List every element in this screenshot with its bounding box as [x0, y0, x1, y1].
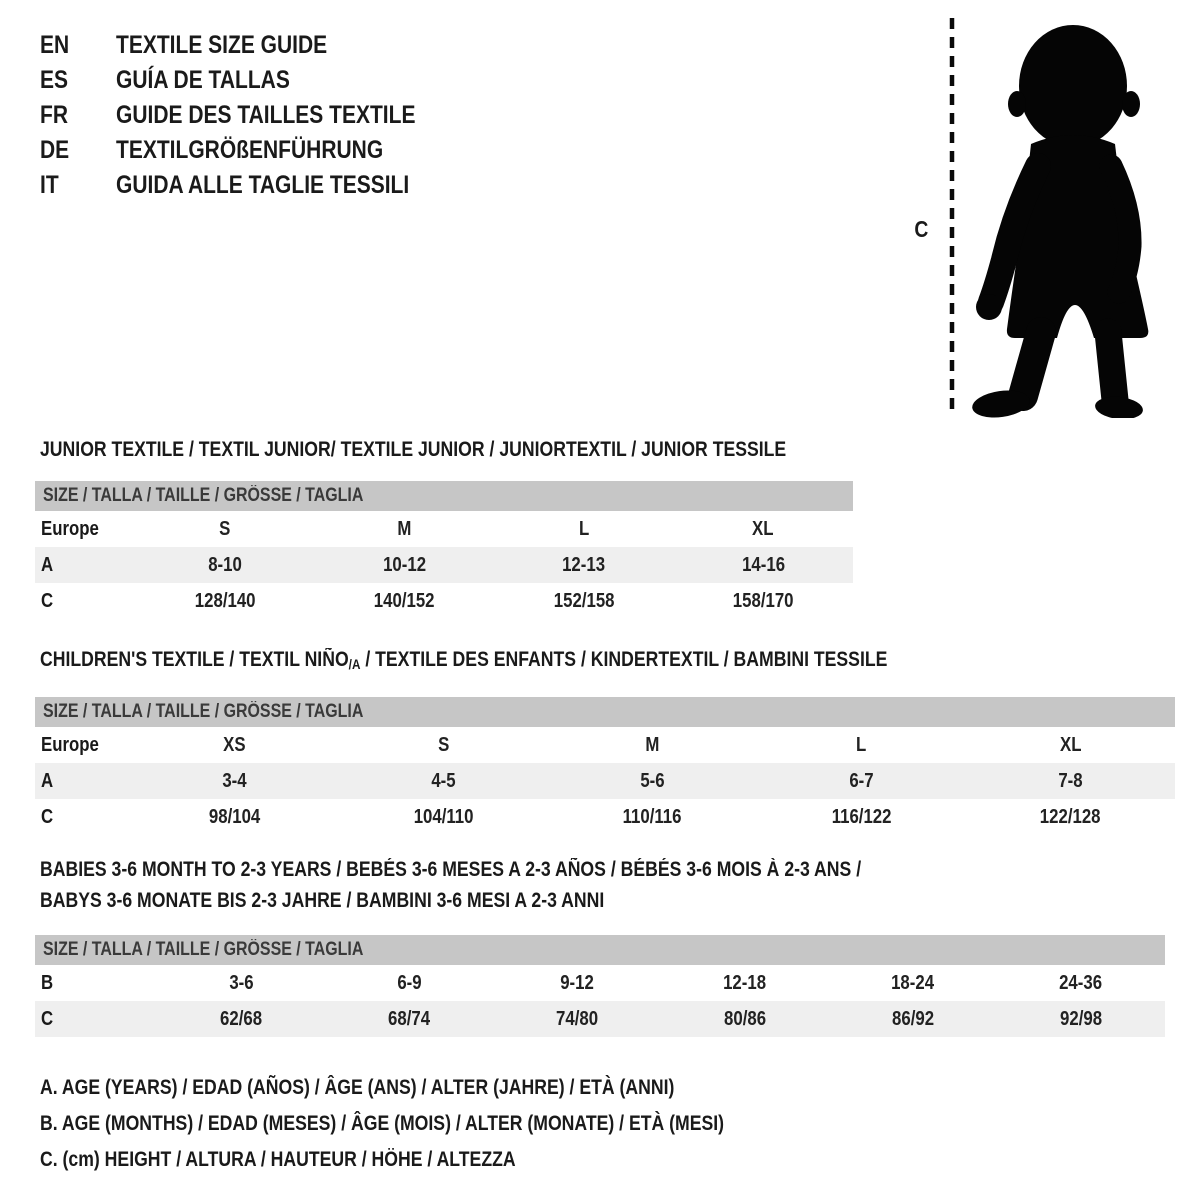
language-title: GUIDE DES TAILLES TEXTILE: [116, 101, 416, 129]
footnote-c: C. (cm) HEIGHT / ALTURA / HAUTEUR / HÖHE / ALTEZZA: [40, 1148, 516, 1171]
row-label: C: [41, 1007, 54, 1030]
age-cell: 24-36: [1059, 971, 1103, 994]
language-title: GUIDA ALLE TAGLIE TESSILI: [116, 171, 410, 199]
height-cell: 92/98: [1059, 1007, 1103, 1030]
height-cell: 140/152: [373, 589, 435, 612]
size-cell: S: [437, 733, 450, 756]
table-row: [35, 965, 1165, 1001]
language-row: [40, 168, 473, 203]
age-cell: 3-6: [228, 971, 254, 994]
row-label: C: [41, 805, 54, 828]
height-cell: 122/128: [1040, 805, 1101, 828]
height-cell: 62/68: [219, 1007, 263, 1030]
table-row: [35, 583, 853, 619]
size-cell: L: [856, 733, 867, 756]
row-label: A: [41, 553, 54, 576]
language-code: IT: [40, 171, 59, 199]
babies-size-table: [35, 935, 1165, 1037]
row-label: A: [41, 769, 54, 792]
size-cell: M: [645, 733, 660, 756]
toddler-silhouette-icon: [905, 8, 1175, 418]
age-cell: 12-18: [723, 971, 767, 994]
age-cell: 5-6: [640, 769, 665, 792]
age-cell: 7-8: [1058, 769, 1083, 792]
footnote-b: B. AGE (MONTHS) / EDAD (MESES) / ÂGE (MOIS) / ALTER (MONATE) / ETÀ (MESI): [40, 1112, 725, 1135]
row-label: B: [41, 971, 54, 994]
height-measure-figure: [905, 8, 1175, 418]
height-cell: 80/86: [723, 1007, 767, 1030]
section-heading-children: CHILDREN'S TEXTILE / TEXTIL NIÑO/A / TEXTILE DES ENFANTS / KINDERTEXTIL / BAMBINI TESSILE: [40, 648, 888, 672]
junior-size-table: [35, 481, 853, 619]
height-cell: 68/74: [387, 1007, 431, 1030]
height-cell: 110/116: [623, 805, 682, 828]
row-label: Europe: [41, 517, 99, 540]
height-cell: 98/104: [208, 805, 261, 828]
section-heading-junior: JUNIOR TEXTILE / TEXTIL JUNIOR/ TEXTILE JUNIOR / JUNIORTEXTIL / JUNIOR TESSILE: [40, 438, 787, 461]
size-header-bar: SIZE / TALLA / TAILLE / GRÖSSE / TAGLIA: [35, 935, 1165, 965]
size-cell: S: [219, 517, 231, 540]
language-row: [40, 63, 473, 98]
size-cell: XL: [752, 517, 774, 540]
age-cell: 3-4: [222, 769, 247, 792]
table-row: [35, 511, 853, 547]
size-header-bar: SIZE / TALLA / TAILLE / GRÖSSE / TAGLIA: [35, 481, 853, 511]
age-cell: 9-12: [560, 971, 594, 994]
size-header-bar: SIZE / TALLA / TAILLE / GRÖSSE / TAGLIA: [35, 697, 1175, 727]
age-cell: 18-24: [891, 971, 935, 994]
height-cell: 116/122: [831, 805, 892, 828]
height-cell: 158/170: [732, 589, 794, 612]
table-row: [35, 727, 1175, 763]
size-cell: XS: [223, 733, 246, 756]
language-row: [40, 98, 473, 133]
height-cell: 104/110: [413, 805, 474, 828]
row-label: C: [41, 589, 54, 612]
height-cell: 86/92: [891, 1007, 935, 1030]
section-heading-babies: BABIES 3-6 MONTH TO 2-3 YEARS / BEBÉS 3-6 MESES A 2-3 AÑOS / BÉBÉS 3-6 MOIS À 2-3 ANS / BABYS 3-6 MONATE BIS 2-3 JAHRE / BAMBINI 3-6 MESI A 2-3 ANNI: [40, 858, 862, 912]
language-code: EN: [40, 31, 70, 59]
language-code: FR: [40, 101, 68, 129]
size-cell: L: [578, 517, 589, 540]
language-title-list: [40, 28, 473, 203]
age-cell: 14-16: [741, 553, 785, 576]
row-label: Europe: [41, 733, 99, 756]
size-cell: XL: [1059, 733, 1082, 756]
table-row: [35, 799, 1175, 835]
height-cell: 74/80: [555, 1007, 599, 1030]
legend-footnotes: [40, 1070, 854, 1178]
age-cell: 12-13: [562, 553, 606, 576]
age-cell: 6-9: [396, 971, 422, 994]
height-cell: 152/158: [553, 589, 615, 612]
language-title: TEXTILGRÖßENFÜHRUNG: [116, 136, 384, 164]
language-row: [40, 28, 473, 63]
age-cell: 10-12: [382, 553, 426, 576]
language-code: DE: [40, 136, 70, 164]
measure-label-c: C: [914, 216, 929, 242]
table-row: [35, 547, 853, 583]
footnote-a: A. AGE (YEARS) / EDAD (AÑOS) / ÂGE (ANS) / ALTER (JAHRE) / ETÀ (ANNI): [40, 1076, 675, 1099]
age-cell: 6-7: [849, 769, 874, 792]
language-title: GUÍA DE TALLAS: [116, 66, 290, 94]
age-cell: 4-5: [431, 769, 456, 792]
height-cell: 128/140: [194, 589, 256, 612]
children-size-table: [35, 697, 1175, 835]
size-cell: M: [397, 517, 412, 540]
language-title: TEXTILE SIZE GUIDE: [116, 31, 328, 59]
age-cell: 8-10: [207, 553, 242, 576]
table-row: [35, 763, 1175, 799]
table-row: [35, 1001, 1165, 1037]
language-row: [40, 133, 473, 168]
language-code: ES: [40, 66, 69, 94]
